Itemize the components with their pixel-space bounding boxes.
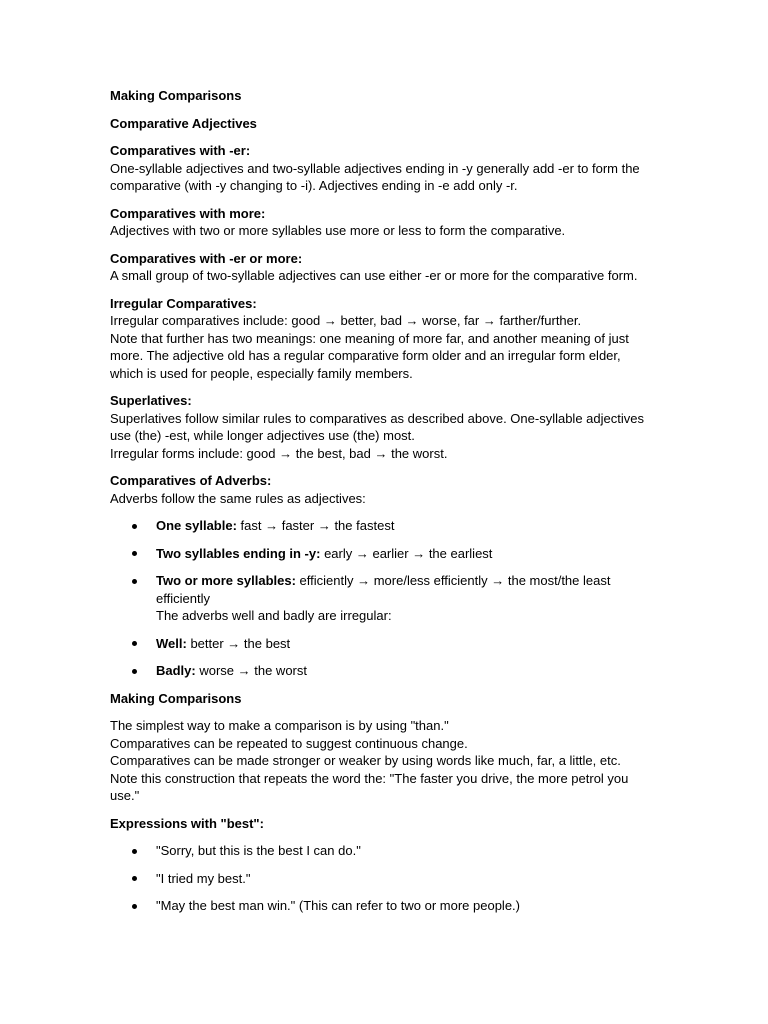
section-text: Note this construction that repeats the word the: "The faster you drive, the more petrol you use.": [110, 770, 629, 803]
list-item: "Sorry, but this is the best I can do.": [110, 842, 655, 860]
item-label: Well:: [156, 635, 187, 651]
section-er-or-more: [110, 250, 655, 285]
section-heading: Making Comparisons: [110, 690, 242, 706]
item-text: fast → faster → the fastest: [236, 518, 395, 533]
section-er: [110, 142, 655, 195]
list-item: [110, 517, 655, 535]
item-note: The adverbs well and badly are irregular:: [156, 608, 392, 623]
list-item: "I tried my best.": [110, 870, 655, 888]
item-label: One syllable:: [156, 518, 237, 533]
section-making-comparisons: [110, 690, 655, 805]
best-list: [110, 842, 655, 915]
item-text: efficiently → more/less efficiently → the most/the least efficiently: [156, 573, 611, 606]
item-text: better → the best: [186, 635, 291, 651]
list-item: [110, 635, 655, 653]
list-item: [110, 572, 655, 625]
section-text: Irregular forms include: good → the best, bad → the worst.: [110, 445, 448, 461]
section-heading: Expressions with "best":: [110, 815, 264, 831]
section-heading: Comparatives with -er or more:: [110, 250, 303, 266]
section-heading: Superlatives:: [110, 393, 192, 408]
item-text: early → earlier → the earliest: [320, 545, 493, 561]
adverbs-list: [110, 517, 655, 680]
list-item: [110, 545, 655, 563]
section-heading: Comparatives with -er:: [110, 143, 251, 158]
document-page: [110, 87, 655, 925]
section-heading: Irregular Comparatives:: [110, 295, 257, 311]
section-heading: Comparatives of Adverbs:: [110, 473, 272, 488]
section-text: Superlatives follow similar rules to comparatives as described above. One-syllable adjectives use (the) -est, while longer adjectives use (the) most.: [110, 410, 644, 443]
item-label: Two or more syllables:: [156, 573, 296, 588]
item-label: Two syllables ending in -y:: [156, 545, 321, 561]
section-text: Note that further has two meanings: one meaning of more far, and another meaning of just more. The adjective old has a regular comparative form older and an irregular form elder, which is used for people, especially family members.: [110, 330, 629, 381]
document-title: Making Comparisons: [110, 88, 242, 103]
item-label: Badly:: [156, 663, 196, 678]
list-item: "May the best man win." (This can refer to two or more people.): [110, 897, 655, 915]
section-superlatives: [110, 392, 655, 462]
section-text: Adverbs follow the same rules as adjectives:: [110, 490, 366, 506]
item-text: worse → the worst: [195, 663, 307, 678]
section-heading: Comparatives with more:: [110, 205, 266, 221]
section-text: Adjectives with two or more syllables use more or less to form the comparative.: [110, 223, 566, 238]
section-text: Comparatives can be made stronger or weaker by using words like much, far, a little, etc.: [110, 753, 621, 768]
document-subtitle: Comparative Adjectives: [110, 115, 257, 131]
section-adverbs: [110, 472, 655, 507]
section-text: Irregular comparatives include: good → better, bad → worse, far → farther/further.: [110, 313, 582, 328]
section-text: The simplest way to make a comparison is by using "than.": [110, 718, 449, 733]
section-best: [110, 815, 655, 833]
section-text: Comparatives can be repeated to suggest continuous change.: [110, 735, 468, 751]
section-text: One-syllable adjectives and two-syllable adjectives ending in -y generally add -er to form the comparative (with -y changing to -i). Adjectives ending in -e add only -r.: [110, 160, 640, 193]
section-text: A small group of two-syllable adjectives can use either -er or more for the comparative form.: [110, 268, 638, 283]
section-more: [110, 205, 655, 240]
list-item: [110, 662, 655, 680]
section-irregular: [110, 295, 655, 383]
